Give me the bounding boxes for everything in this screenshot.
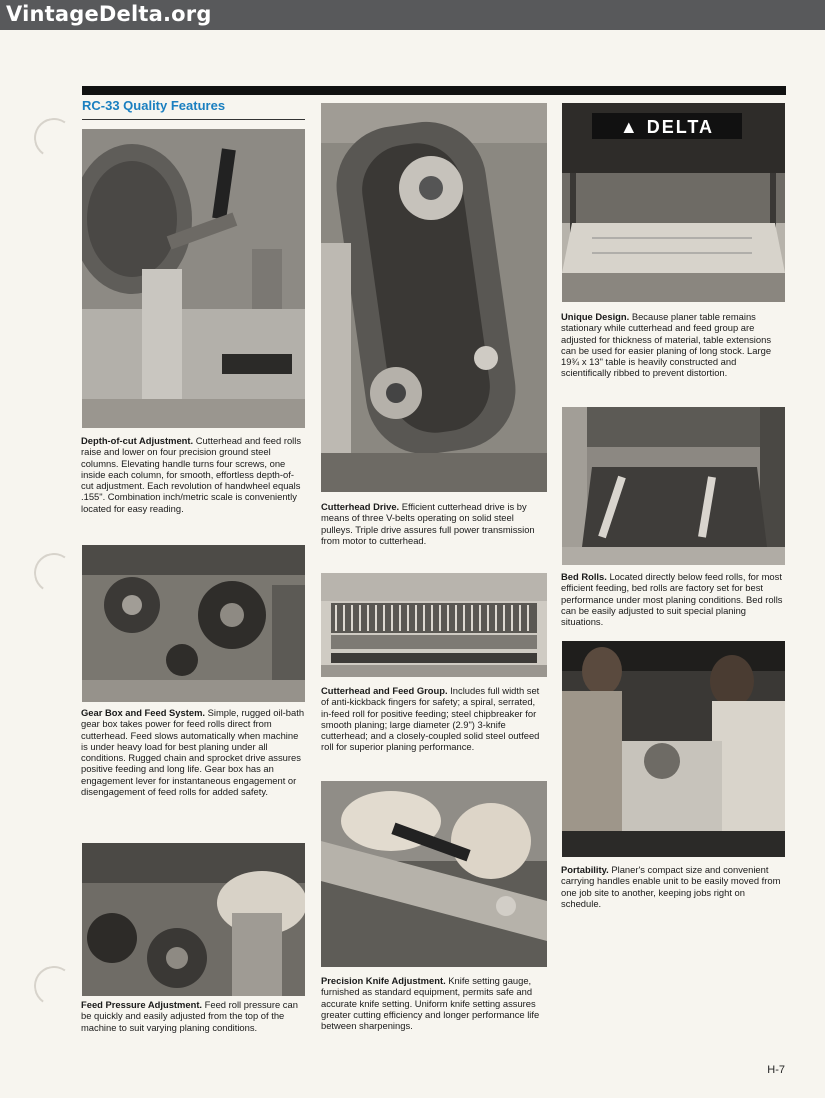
photo-unique-design xyxy=(562,103,785,302)
punch-hole xyxy=(31,550,77,596)
caption-title: Cutterhead Drive. xyxy=(321,501,400,512)
caption-title: Precision Knife Adjustment. xyxy=(321,975,446,986)
caption-body: Simple, rugged oil-bath gear box takes power for feed rolls direct from cutterhead. Feed slows automatically when machine is under heavy load for best planing under all conditions. Rugged chain and sprocket drive assures positive feeding and long life. Gear box has an engagement lever for instantaneous engagement or disengagement of feed rolls for added safety. xyxy=(81,707,305,798)
photo-feed-group xyxy=(321,573,547,677)
caption-title: Bed Rolls. xyxy=(561,571,607,582)
punch-hole xyxy=(31,115,77,161)
caption-title: Unique Design. xyxy=(561,311,630,322)
photo-gear-box xyxy=(82,545,305,702)
caption-body: Knife setting gauge, furnished as standard equipment, permits safe and accurate knife setting. Uniform knife setting assures greater cutting efficiency and longer performance life between sharpenings. xyxy=(321,975,540,1032)
caption-portability xyxy=(561,864,787,909)
caption-body: Efficient cutterhead drive is by means of three V-belts operating on solid steel pulleys. Triple drive assures full power transmission from motor to cutterhead. xyxy=(321,501,535,546)
page-heading: RC-33 Quality Features xyxy=(82,98,226,113)
photo-bed-rolls xyxy=(562,407,785,565)
heading-underline xyxy=(82,119,305,120)
caption-feed-pressure xyxy=(81,999,306,1033)
photo-feed-pressure xyxy=(82,843,305,996)
caption-gear-box xyxy=(81,707,306,797)
caption-unique-design xyxy=(561,311,787,379)
caption-body: Includes full width set of anti-kickback fingers for safety; a spiral, serrated, in-feed roll for positive feeding; steel chipbreaker for smooth planing; large diameter (2.9") 3-knife cutterhead; and a closely-coupled solid steel outfeed roll for superior planing performance. xyxy=(321,685,540,753)
caption-body: Planer's compact size and convenient carrying handles enable unit to be easily moved from one job site to another, keeping jobs right on schedule. xyxy=(561,864,781,909)
caption-body: Cutterhead and feed rolls raise and lower on four precision ground steel columns. Elevating handle turns four screws, one inside each column, for smooth, effortless depth-of-cut adjustment. Each revolution of handwheel equals .155". Combination inch/metric scale is conveniently located for easy reading. xyxy=(81,435,302,514)
site-name: VintageDelta.org xyxy=(6,2,212,26)
photo-portability xyxy=(562,641,785,857)
delta-logo: ▲ DELTA xyxy=(619,117,715,137)
caption-body: Located directly below feed rolls, for most efficient feeding, bed rolls are factory set for best performance under most planing conditions. Bed rolls can be easily adjusted to suit special planing situations. xyxy=(561,571,783,628)
caption-feed-group xyxy=(321,685,548,753)
caption-title: Depth-of-cut Adjustment. xyxy=(81,435,194,446)
caption-title: Cutterhead and Feed Group. xyxy=(321,685,448,696)
caption-cutterhead-drive xyxy=(321,501,548,546)
page-number: H-7 xyxy=(767,1064,785,1076)
caption-knife-adjustment xyxy=(321,975,548,1031)
photo-knife-adjustment xyxy=(321,781,547,967)
punch-hole xyxy=(31,963,77,1009)
caption-depth-of-cut xyxy=(81,435,306,514)
caption-title: Gear Box and Feed System. xyxy=(81,707,206,718)
caption-title: Feed Pressure Adjustment. xyxy=(81,999,203,1010)
site-banner xyxy=(0,0,825,30)
photo-depth-of-cut xyxy=(82,129,305,428)
caption-bed-rolls xyxy=(561,571,787,627)
caption-body: Because planer table remains stationary while cutterhead and feed group are adjusted for thickness of material, table extensions can be used for easier planing of long stock. Large 19¾ x 13" table is heavily constructed and scientifically ribbed to prevent distortion. xyxy=(561,311,772,379)
photo-cutterhead-drive xyxy=(321,103,547,492)
caption-title: Portability. xyxy=(561,864,609,875)
caption-body: Feed roll pressure can be quickly and easily adjusted from the top of the machine to suit varying planing conditions. xyxy=(81,999,298,1033)
header-rule xyxy=(82,86,786,95)
